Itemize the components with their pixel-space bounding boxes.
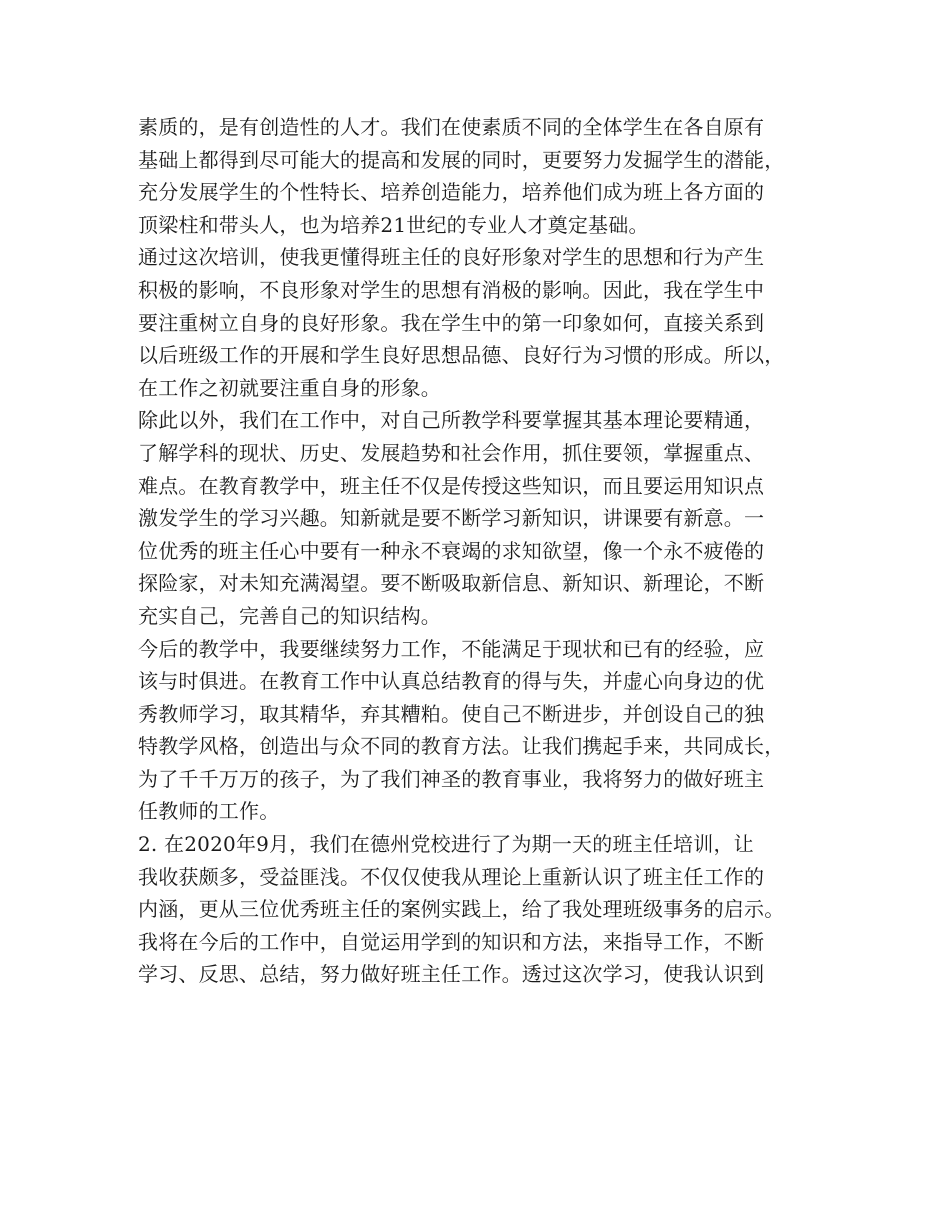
text-line: 素质的，是有创造性的人才。我们在使素质不同的全体学生在各自原有	[138, 115, 765, 139]
text-line: 除此以外，我们在工作中，对自己所教学科要掌握其基本理论要精通，	[138, 408, 765, 433]
text-line: 以后班级工作的开展和学生良好思想品德、良好行为习惯的形成。所以，	[138, 343, 785, 368]
text-line: 探险家，对未知充满渴望。要不断吸取新信息、新知识、新理论，不断	[138, 571, 765, 596]
text-line: 激发学生的学习兴趣。知新就是要不断学习新知识，讲课要有新意。一	[138, 506, 765, 531]
text-line: 为了千千万万的孩子，为了我们神圣的教育事业，我将努力的做好班主	[138, 766, 765, 791]
text-line: 基础上都得到尽可能大的提高和发展的同时，更要努力发掘学生的潜能，	[138, 147, 785, 172]
text-line: 学习、反思、总结，努力做好班主任工作。透过这次学习，使我认识到	[138, 962, 765, 987]
text-line: 我收获颇多，受益匪浅。不仅仅使我从理论上重新认识了班主任工作的	[138, 864, 765, 889]
text-line: 通过这次培训，使我更懂得班主任的良好形象对学生的思想和行为产生	[138, 245, 765, 270]
text-line: 顶梁柱和带头人，也为培养21世纪的专业人才奠定基础。	[138, 212, 649, 237]
text-line: 积极的影响，不良形象对学生的思想有消极的影响。因此，我在学生中	[138, 277, 765, 302]
text-line: 了解学科的现状、历史、发展趋势和社会作用，抓住要领，掌握重点、	[138, 440, 765, 465]
text-line: 位优秀的班主任心中要有一种永不衰竭的求知欲望，像一个永不疲倦的	[138, 538, 765, 563]
text-line: 我将在今后的工作中，自觉运用学到的知识和方法，来指导工作，不断	[138, 929, 765, 954]
text-line: 特教学风格，创造出与众不同的教育方法。让我们携起手来，共同成长，	[138, 734, 785, 759]
document-body	[138, 111, 828, 991]
text-line: 难点。在教育教学中，班主任不仅是传授这些知识，而且要运用知识点	[138, 473, 765, 498]
text-line: 该与时俱进。在教育工作中认真总结教育的得与失，并虚心向身边的优	[138, 669, 765, 694]
text-line: 今后的教学中，我要继续努力工作，不能满足于现状和已有的经验，应	[138, 636, 765, 661]
text-line: 内涵，更从三位优秀班主任的案例实践上，给了我处理班级事务的启示。	[138, 897, 785, 922]
text-line: 秀教师学习，取其精华，弃其糟粕。使自己不断进步，并创设自己的独	[138, 701, 765, 726]
text-line: 要注重树立自身的良好形象。我在学生中的第一印象如何，直接关系到	[138, 310, 765, 335]
text-line: 充分发展学生的个性特长、培养创造能力，培养他们成为班上各方面的	[138, 180, 765, 205]
text-line: 充实自己，完善自己的知识结构。	[138, 603, 441, 628]
text-line: 任教师的工作。	[138, 799, 280, 824]
text-line: 在工作之初就要注重自身的形象。	[138, 375, 441, 400]
text-line: 2. 在2020年9月，我们在德州党校进行了为期一天的班主任培训，让	[138, 832, 754, 857]
